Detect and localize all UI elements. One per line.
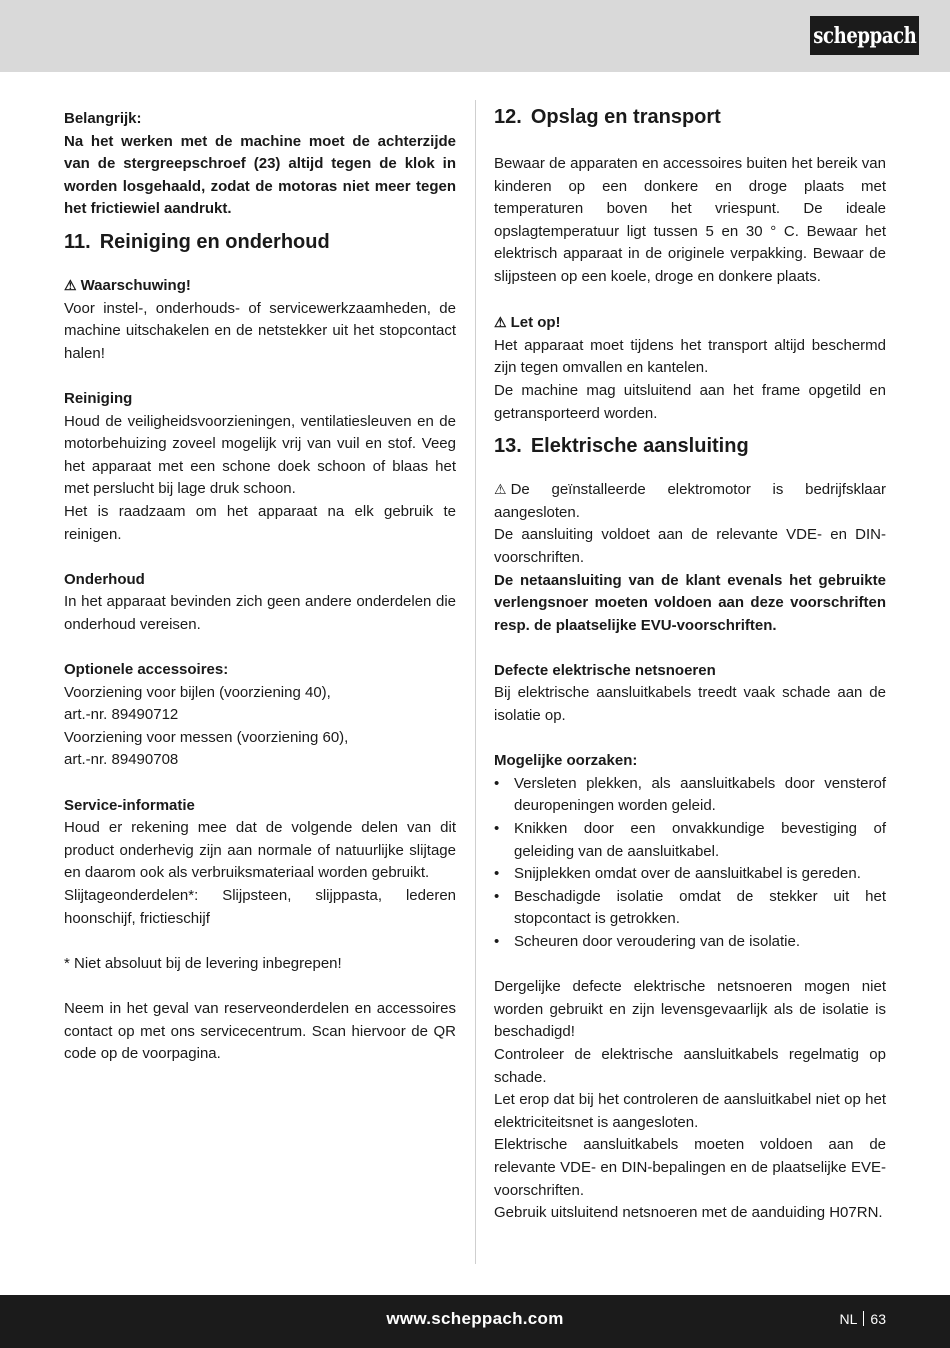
- scheppach-logo: [810, 16, 919, 55]
- spare-parts-text: Neem in het geval van reserveonderdelen en accessoires contact op met ons servicecentrum. Scan hiervoor de QR code op de voorpagina.: [64, 999, 456, 1063]
- electric-bold-text: De netaansluiting van de klant evenals het gebruikte verlengsnoer moeten voldoen aan deze voorschriften resp. de plaatselijke EVU-voorschriften.: [494, 571, 886, 634]
- caution-text-1: Het apparaat moet tijdens het transport altijd beschermd zijn tegen omvallen en kantelen.: [494, 336, 886, 377]
- accessory-line: Voorziening voor bijlen (voorziening 40),: [64, 683, 331, 701]
- storage-text: Bewaar de apparaten en accessoires buiten het bereik van kinderen op een donkere en droge plaats met temperaturen boven het vriespunt. De ideale opslagtemperatuur ligt tussen 5 en 30 ° C. Bewaar het elektrisch apparaat in de originele verpakking. Bewaar de slijpsteen op een koele, droge en donkere plaats.: [494, 155, 886, 285]
- section-13-title: Elektrische aansluiting: [530, 435, 749, 458]
- warning-triangle-icon: ⚠: [494, 481, 507, 498]
- right-column: [494, 108, 886, 1225]
- caution-heading: [494, 311, 886, 335]
- check-cables-text: Controleer de elektrische aansluitkabels regelmatig op schade.: [494, 1045, 886, 1086]
- section-11-heading: [64, 229, 456, 255]
- electric-warning-text: De geïnstalleerde elektromotor is bedrijfsklaar aangesloten.: [494, 481, 886, 521]
- accessory-line: art.-nr. 89490712: [64, 706, 179, 724]
- wear-parts-text: Slijtageonderdelen*: Slijpsteen, slijppasta, lederen hoonschijf, frictieschijf: [64, 887, 456, 927]
- page-footer: [0, 1295, 950, 1348]
- warning-text: Voor instel-, onderhouds- of servicewerkzaamheden, de machine uitschakelen en de netstekker uit het stopcontact halen!: [64, 299, 456, 362]
- section-13-heading: [494, 433, 886, 459]
- service-text: Houd er rekening mee dat de volgende delen van dit product onderhevig zijn aan normale of natuurlijke slijtage en daarom ook als verbruiksmateriaal worden gebruikt.: [64, 819, 456, 882]
- section-12-title: Opslag en transport: [530, 106, 721, 128]
- electric-warning: [494, 478, 886, 524]
- website-url: www.scheppach.com: [386, 1309, 564, 1328]
- warning-triangle-icon: ⚠: [494, 314, 507, 331]
- list-item: • Scheuren door veroudering van de isolatie.: [494, 931, 886, 954]
- page-separator: [863, 1311, 864, 1326]
- causes-list: [494, 773, 886, 954]
- list-item: • Versleten plekken, als aansluitkabels door vensterof deuropeningen worden geleid.: [494, 773, 886, 818]
- list-item: • Snijplekken omdat over de aansluitkabel is gereden.: [494, 863, 886, 886]
- section-12-heading: [494, 104, 886, 130]
- cleaning-text-1: Houd de veiligheidsvoorzieningen, ventilatiesleuven en de motorbehuizing zoveel mogelijk vrij van vuil en stof. Veeg het apparaat met een schone doek schoon of blaas het met perslucht bij lage druk schoon.: [64, 412, 456, 498]
- service-title: Service-informatie: [64, 796, 195, 814]
- section-11-number: 11.: [64, 230, 91, 253]
- footnote: * Niet absoluut bij de levering inbegrepen!: [64, 954, 342, 972]
- defect-title: Defecte elektrische netsnoeren: [494, 661, 716, 679]
- warning-triangle-icon: ⚠: [64, 276, 77, 293]
- column-divider: [475, 100, 476, 1264]
- accessory-line: art.-nr. 89490708: [64, 751, 179, 769]
- check-disconnected-text: Let erop dat bij het controleren de aansluitkabel niet op het elektriciteitsnet is aangesloten.: [494, 1091, 886, 1131]
- logo-text: scheppach: [812, 22, 917, 49]
- cleaning-title: Reiniging: [64, 389, 133, 407]
- warning-heading: [64, 274, 456, 298]
- cable-requirements-text: Elektrische aansluitkabels moeten voldoen aan de relevante VDE- en DIN-bepalingen en de plaatselijke EVE-voorschriften.: [494, 1136, 886, 1199]
- language-code: NL: [839, 1311, 858, 1327]
- page-num: 63: [870, 1311, 886, 1327]
- caution-text-2: De machine mag uitsluitend aan het frame opgetild en getransporteerd worden.: [494, 381, 886, 422]
- cleaning-text-2: Het is raadzaam om het apparaat na elk gebruik te reinigen.: [64, 502, 456, 543]
- caution-label: Let op!: [510, 314, 561, 332]
- section-12-number: 12.: [494, 106, 522, 128]
- important-label: Belangrijk:: [64, 110, 142, 127]
- page-header: [0, 0, 950, 72]
- maintenance-title: Onderhoud: [64, 570, 145, 588]
- accessory-line: Voorziening voor messen (voorziening 60),: [64, 728, 349, 746]
- defect-warning-text: Dergelijke defecte elektrische netsnoeren mogen niet worden gebruikt en zijn levensgevaarlijk als de isolatie is beschadigd!: [494, 978, 886, 1041]
- list-item: • Knikken door een onvakkundige bevestiging of geleiding van de aansluitkabel.: [494, 818, 886, 863]
- page-number: [840, 1311, 886, 1327]
- electric-text-2: De aansluiting voldoet aan de relevante VDE- en DIN-voorschriften.: [494, 526, 886, 566]
- section-11-title: Reiniging en onderhoud: [99, 230, 330, 253]
- causes-title: Mogelijke oorzaken:: [494, 752, 638, 770]
- list-item: • Beschadigde isolatie omdat de stekker uit het stopcontact is getrokken.: [494, 886, 886, 931]
- left-column: [64, 108, 456, 1066]
- section-13-number: 13.: [494, 435, 522, 458]
- important-text: Na het werken met de machine moet de achterzijde van de stergreepschroef (23) altijd tegen de klok in worden losgehaald, zodat de motoras niet meer tegen het frictiewiel aandrukt.: [64, 132, 456, 218]
- defect-text: Bij elektrische aansluitkabels treedt vaak schade aan de isolatie op.: [494, 684, 886, 725]
- accessories-title: Optionele accessoires:: [64, 661, 229, 679]
- warning-label: Waarschuwing!: [80, 276, 191, 294]
- maintenance-text: In het apparaat bevinden zich geen andere onderdelen die onderhoud vereisen.: [64, 593, 456, 633]
- cable-type-text: Gebruik uitsluitend netsnoeren met de aanduiding H07RN.: [494, 1204, 883, 1222]
